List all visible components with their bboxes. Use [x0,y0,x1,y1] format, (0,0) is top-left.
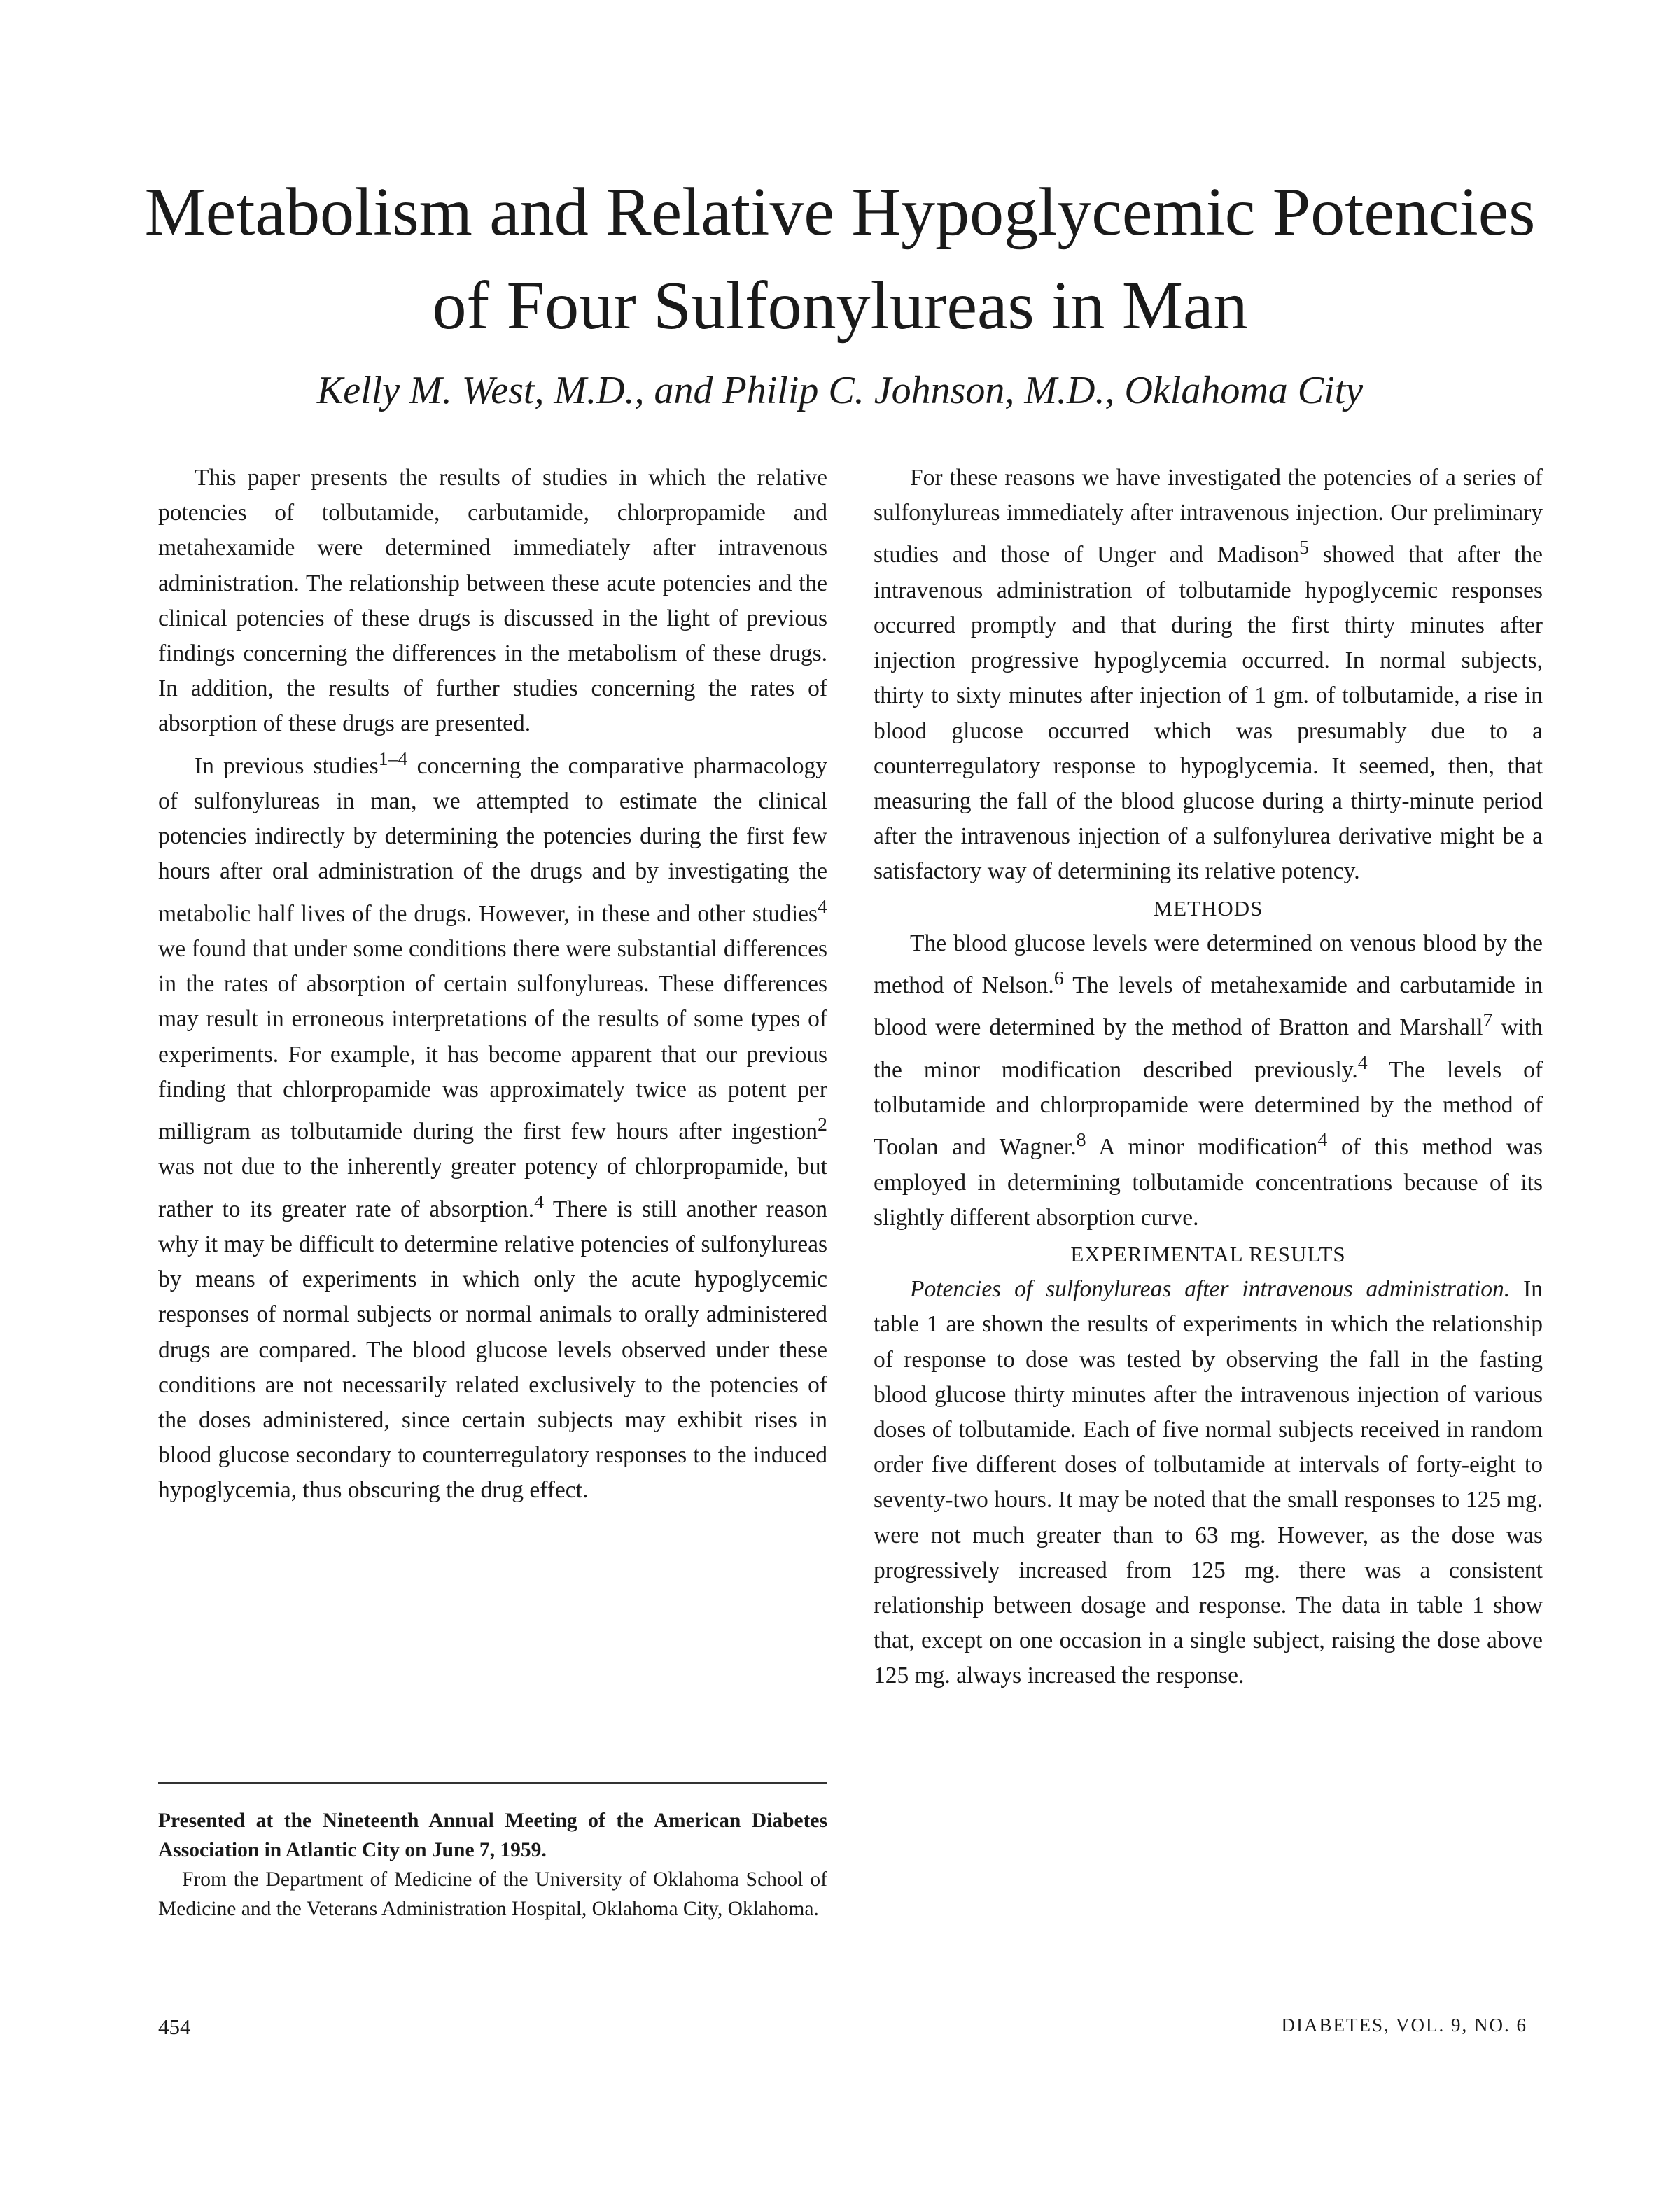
author-byline: Kelly M. West, M.D., and Philip C. Johnson, M.D., Oklahoma City [316,369,1364,412]
article-title [91,165,1589,353]
citation-ref: 6 [1054,967,1064,989]
citation-ref: 1–4 [378,748,408,770]
left-column [158,461,827,1508]
footnote [158,1806,827,1924]
citation-ref: 4 [534,1191,545,1213]
previous-studies-paragraph: In previous studies$^{1-4}$ concerning the comparative pharmacology of sulfonylureas in man, we attempted to estimate the clinical potencies indirectly by determining the potencies during the first few hours after oral administration of the drugs and by investigating the metabolic half lives of the drugs. However, in these and other studies$^4$ we found that under some conditions there were substantial differences in the rates of absorption of certain sulfonylureas. These differences may result in erroneous interpretations of the results of some types of experiments. For example, it has become apparent that our previous finding that chlorpropamide was approximately twice as potent per milligram as tolbutamide during the first few hours after ingestion$^2$ was not due to the inherently greater potency of chlorpropamide, but rather to its greater rate of absorption.$^4$ There is still another reason why it may be difficult to determine relative potencies of sulfonylureas by means of experiments in which only the acute hypoglycemic responses of normal subjects or normal animals to orally administered drugs are compared. The blood glucose levels observed under these conditions are not necessarily related exclusively to the potencies of the doses administered, since certain subjects may exhibit rises in blood glucose secondary to counterregulatory responses to the induced hypoglycemia, thus obscuring the drug effect. [158,748,827,1504]
citation-ref: 7 [1483,1009,1493,1032]
citation-ref: 4 [818,895,827,918]
citation-ref: 4 [1357,1051,1368,1074]
journal-running-footer: DIABETES, VOL. 9, NO. 6 [1281,2015,1527,2036]
results-subheading: Potencies of sulfonylureas after intravenous administration. [910,1276,1511,1303]
methods-heading: METHODS [1153,895,1264,920]
right-column [874,461,1543,1694]
results-paragraph: Potencies of sulfonylureas after intravenous administration. In table 1 are shown the results of experiments in which the relationship of response to dose was tested by observing the fall in the fasting blood glucose thirty minutes after the intravenous injection of various doses of tolbutamide. Each of five normal subjects received in random order five different doses of tolbutamide at intervals of forty-eight to seventy-two hours. It may be noted that the small responses to 125 mg. were not much greater than to 63 mg. However, as the dose was progressively increased from 125 mg. there was a consistent relationship between dosage and response. The data in table 1 show that, except on one occasion in a single subject, raising the dose above 125 mg. always increased the response. [874,1276,1543,1689]
page-number: 454 [158,2015,191,2039]
footnote-divider [158,1782,827,1784]
affiliation-note: From the Department of Medicine of the University of Oklahoma School of Medicine and the Veterans Administration Hospital, Oklahoma City, Oklahoma. [158,1868,827,1920]
results-heading: EXPERIMENTAL RESULTS [1070,1242,1346,1267]
title-line-2: of Four Sulfonylureas in Man [432,268,1248,344]
citation-ref: 4 [1317,1129,1328,1152]
citation-ref: 5 [1299,537,1310,559]
citation-ref: 8 [1076,1129,1086,1152]
citation-ref: 2 [818,1113,827,1135]
presentation-note: Presented at the Nineteenth Annual Meeting of the American Diabetes Association in Atlantic City on June 7, 1959. [158,1809,827,1861]
title-line-1: Metabolism and Relative Hypoglycemic Potencies [144,174,1536,250]
reasons-paragraph: For these reasons we have investigated the potencies of a series of sulfonylureas immediately after intravenous injection. Our preliminary studies and those of Unger and Madison$^5$ showed that after the intravenous administration of tolbutamide hypoglycemic responses occurred promptly and that during the first thirty minutes after injection progressive hypoglycemia occurred. In normal subjects, thirty to sixty minutes after injection of 1 gm. of tolbutamide, a rise in blood glucose occurred which was presumably due to a counterregulatory response to hypoglycemia. It seemed, then, that measuring the fall of the blood glucose during a thirty-minute period after the intravenous injection of a sulfonylurea derivative might be a satisfactory way of determining its relative potency. [874,465,1543,885]
methods-paragraph: The blood glucose levels were determined on venous blood by the method of Nelson.$^6$ The levels of metahexamide and carbutamide in blood were determined by the method of Bratton and Marshall$^7$ with the minor modification described previously.$^4$ The levels of tolbutamide and chlorpropamide were determined by the method of Toolan and Wagner.$^8$ A minor modification$^4$ of this method was employed in determining tolbutamide concentrations because of its slightly different absorption curve. [874,930,1544,1231]
intro-paragraph: This paper presents the results of studies in which the relative potencies of tolbutamide, carbutamide, chlorpropamide and metahexamide were determined immediately after intravenous administration. The relationship between these acute potencies and the clinical potencies of these drugs is discussed in the light of previous findings concerning the differences in the metabolism of these drugs. In addition, the results of further studies concerning the rates of absorption of these drugs are presented. [158,465,827,737]
